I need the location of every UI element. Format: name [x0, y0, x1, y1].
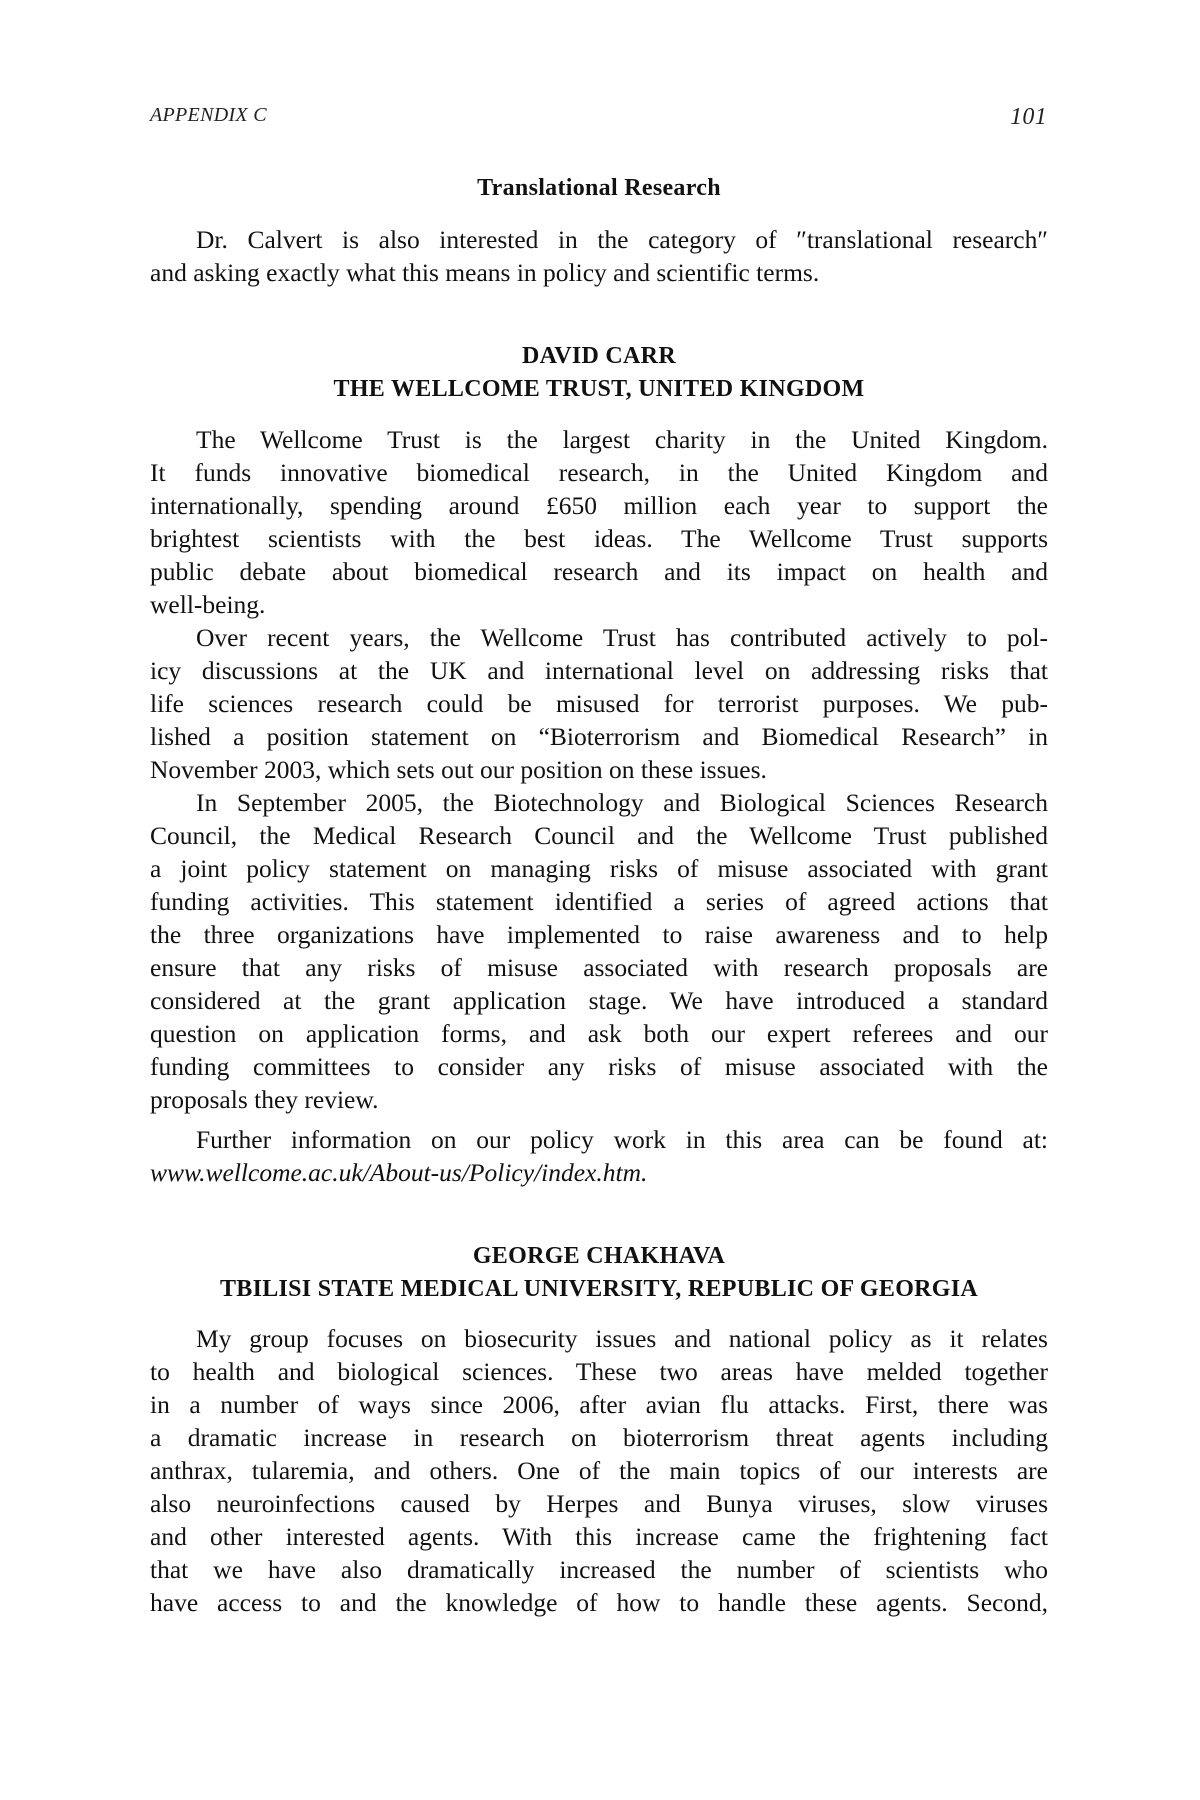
text-line: a dramatic increase in research on bioterrorism threat agents including — [150, 1423, 1048, 1452]
page-number: 101 — [1010, 104, 1047, 130]
text-line: In September 2005, the Biotechnology and Biological Sciences Research — [196, 788, 1048, 817]
section-heading-translational-research: Translational Research — [477, 175, 721, 201]
text-line: November 2003, which sets out our position on these issues. — [150, 755, 767, 784]
text-line: ensure that any risks of misuse associated with research proposals are — [150, 953, 1048, 982]
speaker-affiliation-carr: THE WELLCOME TRUST, UNITED KINGDOM — [333, 376, 865, 402]
paragraph-translational — [150, 223, 1048, 289]
text-line: anthrax, tularemia, and others. One of the main topics of our interests are — [150, 1456, 1048, 1485]
speaker-name-chakhava: GEORGE CHAKHAVA — [472, 1243, 726, 1269]
speaker-affiliation-chakhava: TBILISI STATE MEDICAL UNIVERSITY, REPUBLIC OF GEORGIA — [219, 1276, 979, 1302]
text-line: funding activities. This statement identified a series of agreed actions that — [150, 887, 1048, 916]
paragraph-carr-1 — [150, 423, 1048, 621]
text-line: considered at the grant application stage. We have introduced a standard — [150, 986, 1048, 1015]
text-line: public debate about biomedical research and its impact on health and — [150, 557, 1048, 586]
text-line: Further information on our policy work in this area can be found at: — [196, 1125, 1048, 1154]
text-line: that we have also dramatically increased the number of scientists who — [150, 1555, 1048, 1584]
speaker-name-carr: DAVID CARR — [522, 343, 676, 369]
text-line: and asking exactly what this means in policy and scientific terms. — [150, 258, 820, 287]
text-line: have access to and the knowledge of how to handle these agents. Second, — [150, 1588, 1048, 1617]
text-line: in a number of ways since 2006, after avian flu attacks. First, there was — [150, 1390, 1048, 1419]
text-line: also neuroinfections caused by Herpes and Bunya viruses, slow viruses — [150, 1489, 1048, 1518]
text-line: It funds innovative biomedical research, in the United Kingdom and — [150, 458, 1048, 487]
text-line: My group focuses on biosecurity issues and national policy as it relates — [196, 1324, 1048, 1353]
text-line: lished a position statement on “Bioterrorism and Biomedical Research” in — [150, 722, 1048, 751]
paragraph-carr-2 — [150, 621, 1048, 786]
paragraph-carr-4 — [150, 1123, 1048, 1189]
text-line: funding committees to consider any risks of misuse associated with the — [150, 1052, 1048, 1081]
text-line: Over recent years, the Wellcome Trust has contributed actively to pol- — [196, 623, 1048, 652]
text-line: icy discussions at the UK and international level on addressing risks that — [150, 656, 1048, 685]
text-line: question on application forms, and ask both our expert referees and our — [150, 1019, 1048, 1048]
text-line: Dr. Calvert is also interested in the category of ″translational research″ — [196, 225, 1048, 254]
paragraph-chakhava-1 — [150, 1322, 1048, 1619]
text-line: brightest scientists with the best ideas. The Wellcome Trust supports — [150, 524, 1048, 553]
policy-url-link[interactable]: www.wellcome.ac.uk/About-us/Policy/index.htm. — [150, 1158, 648, 1187]
text-line: and other interested agents. With this increase came the frightening fact — [150, 1522, 1048, 1551]
paragraph-carr-3 — [150, 786, 1048, 1116]
text-line: a joint policy statement on managing risks of misuse associated with grant — [150, 854, 1048, 883]
text-line: The Wellcome Trust is the largest charity in the United Kingdom. — [196, 425, 1048, 454]
text-line: internationally, spending around £650 million each year to support the — [150, 491, 1048, 520]
text-line: proposals they review. — [150, 1085, 379, 1114]
text-line: the three organizations have implemented to raise awareness and to help — [150, 920, 1048, 949]
text-line: life sciences research could be misused for terrorist purposes. We pub- — [150, 689, 1048, 718]
text-line: Council, the Medical Research Council and the Wellcome Trust published — [150, 821, 1048, 850]
text-line: to health and biological sciences. These two areas have melded together — [150, 1357, 1048, 1386]
running-head-title: APPENDIX C — [150, 104, 267, 126]
text-line: well-being. — [150, 590, 266, 619]
